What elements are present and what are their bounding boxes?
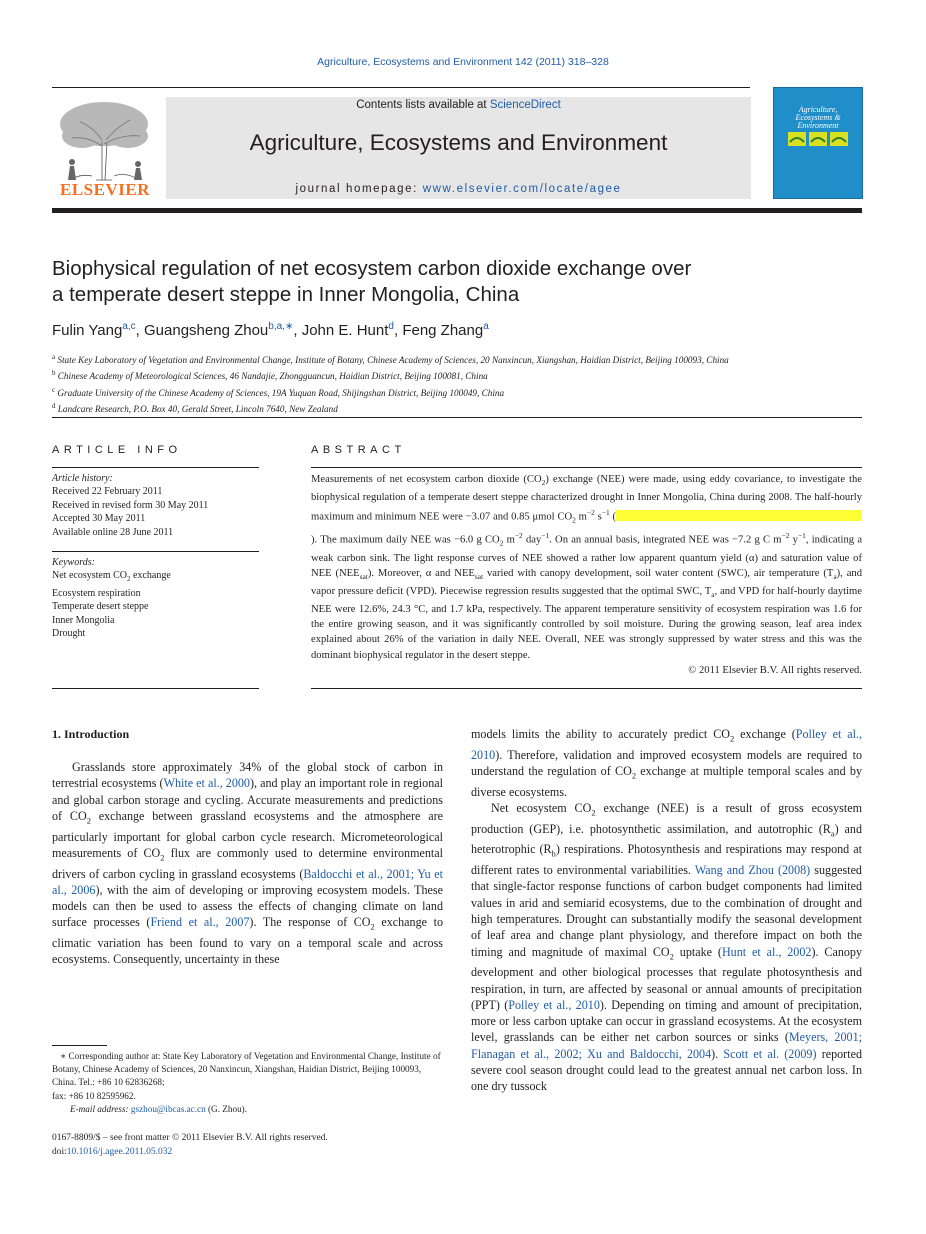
article-info-heading: ARTICLE INFO bbox=[52, 444, 182, 456]
abstract-text: . On an annual basis, integrated NEE was −7.2 g C m bbox=[549, 534, 782, 546]
keyword-item: Ecosystem respiration bbox=[52, 587, 141, 599]
author-list: Fulin Yang$^{a,c}$, Guangsheng Zhou$^{b,a,∗}$, John E. Hunt$^d$, Feng Zhang$^a$ bbox=[52, 321, 489, 339]
journal-cover[interactable] bbox=[773, 87, 863, 199]
footnote-body: Corresponding author at: State Key Laboratory of Vegetation and Environmental Change, Institute of Botany, Chinese Academy of Sciences, 20 Nanxincun, Xiangshan, Haidian District, Beijing 100093, China. Tel.: +86 10 62836268; bbox=[52, 1051, 441, 1088]
author-affil-mark[interactable]: a bbox=[483, 321, 489, 332]
abstract-text: varied with canopy development, soil water content (SWC), air temperature (T bbox=[483, 567, 834, 579]
subscript: 2 bbox=[572, 515, 576, 525]
abstract-text: ( bbox=[609, 511, 616, 523]
affiliation-mark: a bbox=[52, 353, 56, 361]
abstract-text: day bbox=[522, 534, 542, 546]
header-thick-rule bbox=[52, 208, 862, 213]
email-link[interactable]: gszhou@ibcas.ac.cn bbox=[130, 1103, 206, 1114]
author-affil-mark[interactable]: b,a,∗ bbox=[268, 321, 294, 332]
tree-icon bbox=[52, 96, 158, 182]
cover-title-line: Agriculture, bbox=[798, 105, 838, 114]
title-line-2: a temperate desert steppe in Inner Mongolia, China bbox=[52, 283, 520, 306]
abstract-text: m bbox=[503, 534, 515, 546]
subscript: a bbox=[711, 590, 715, 600]
author-affil-mark[interactable]: d bbox=[388, 321, 394, 332]
body-column-right bbox=[471, 726, 862, 1095]
body-text: reported severe cool season drought could lead to the greatest annual net carbon loss. In one dry tussock bbox=[471, 1046, 862, 1094]
body-text: exchange at multiple temporal scales and by diverse ecosystems. bbox=[471, 764, 863, 799]
corresponding-author-footnote bbox=[52, 1050, 443, 1116]
contents-line bbox=[166, 99, 751, 111]
email-suffix: (G. Zhou). bbox=[205, 1103, 248, 1114]
author-name: Feng Zhang bbox=[402, 322, 484, 339]
subscript: 2 bbox=[631, 770, 637, 781]
body-text: ), with the aim of developing or improving ecosystem models. These models can then be used to assess the effects of changing climate on land surface processes ( bbox=[52, 882, 443, 930]
abstract-body bbox=[311, 472, 862, 678]
journal-title: Agriculture, Ecosystems and Environment bbox=[249, 130, 668, 155]
elsevier-logo bbox=[52, 96, 158, 204]
affiliation-item bbox=[52, 384, 872, 400]
affiliation-item bbox=[52, 367, 872, 383]
affiliation-item bbox=[52, 351, 872, 367]
page-footer bbox=[52, 1131, 552, 1159]
abstract-text: , indicating a weak carbon sink. The light response curves of NEE showed a rather low apparent quantum yield (α) and saturation value of NEE (NEE bbox=[311, 534, 863, 579]
subscript: sat bbox=[474, 571, 484, 581]
history-item: Received 22 February 2011 bbox=[52, 486, 163, 498]
reference-link[interactable]: Hunt et al., 2002 bbox=[721, 944, 812, 959]
superscript: −2 bbox=[514, 531, 523, 541]
body-text: Net ecosystem CO bbox=[491, 801, 592, 815]
body-column-left bbox=[52, 759, 443, 968]
article-info-rule bbox=[52, 551, 259, 552]
reference-link[interactable]: White et al., 2000 bbox=[163, 776, 250, 791]
subscript: 2 bbox=[541, 478, 546, 488]
affiliation-text: Landcare Research, P.O. Box 40, Gerald Street, Lincoln 7640, New Zealand bbox=[57, 404, 338, 415]
reference-link[interactable]: Wang and Zhou (2008) bbox=[694, 863, 811, 878]
body-text: ) and heterotrophic (R bbox=[471, 821, 862, 857]
body-text: suggested that single-factor response functions of carbon budget components had limited values in arid and semiarid ecosystems, due to the combination of drought and high temperatures. Drought can substantially modify the seasonal development of leaf area and change plant physiology, and therefore impact on both the timing and magnitude of maximal CO bbox=[471, 863, 862, 959]
body-paragraph bbox=[471, 800, 862, 1095]
body-text: ) respirations. Photosynthesis and respirations may respond at different rates to environmental variabilities. bbox=[471, 842, 863, 878]
footnote-fax: fax: +86 10 82595962. bbox=[52, 1090, 136, 1101]
footnote-email bbox=[52, 1103, 443, 1116]
introduction-heading: 1. Introduction bbox=[52, 727, 130, 741]
header-rule bbox=[52, 87, 750, 88]
footnote-rule bbox=[52, 1045, 107, 1046]
sciencedirect-link[interactable]: ScienceDirect bbox=[489, 99, 561, 111]
affiliation-mark: b bbox=[52, 369, 56, 378]
keyword-item: Temperate desert steppe bbox=[52, 601, 149, 613]
history-label: Article history: bbox=[52, 473, 113, 484]
abstract-text: ). Moreover, α and NEE bbox=[367, 567, 475, 579]
body-text: ). Depending on timing and amount of precipitation, more or less carbon uptake can occur in grassland ecosystems. At the ecosystem level, grasslands can be either net carbon sources or sinks ( bbox=[471, 997, 863, 1045]
abstract-text: m bbox=[575, 511, 587, 523]
body-text: uptake ( bbox=[673, 944, 722, 959]
publisher-name: ELSEVIER bbox=[60, 180, 150, 199]
body-text: ). Canopy development and other biological processes that regulate photosynthesis and respiration, in turn, are affected by seasonal or annual amounts of precipitation (PPT) ( bbox=[471, 944, 863, 1012]
footnote-mark: ∗ bbox=[60, 1051, 67, 1061]
cover-title bbox=[774, 106, 862, 130]
subscript: 2 bbox=[86, 815, 91, 826]
abstract-text: , and VPD for half-hourly daytime NEE were 12.6%, 24.3 °C, and 1.7 kPa, respectively. The apparent temperature sensitivity of ecosystem respiration was 1.6 for the entire growing season, and it was significantly controlled by soil moisture. During the growing season, leaf area index explained about 26% of the variation in daily NEE. Overall, NEE was strongly suppressed by water stress and this was the dominant biophysical regulator in the desert steppe. bbox=[311, 586, 863, 661]
history-item: Accepted 30 May 2011 bbox=[52, 513, 146, 525]
superscript: −1 bbox=[601, 508, 610, 518]
keyword-text: exchange bbox=[133, 570, 171, 582]
reference-link[interactable]: Meyers, 2001; Flanagan et al., 2002; Xu and Baldocchi, 2004 bbox=[471, 1030, 862, 1061]
article-title bbox=[52, 256, 812, 308]
body-text: models limits the ability to accurately predict CO bbox=[471, 727, 731, 741]
affiliation-text: Chinese Academy of Meteorological Sciences, 46 Nandajie, Zhongguancun, Haidian District, Beijing 100081, China bbox=[57, 371, 488, 382]
affiliation-text: State Key Laboratory of Vegetation and Environmental Change, Institute of Botany, Chinese Academy of Sciences, 20 Nanxincun, Xiangshan, Haidian District, Beijing 100093, China bbox=[57, 355, 729, 366]
superscript: −2 bbox=[586, 508, 595, 518]
subscript: 2 bbox=[499, 538, 504, 548]
body-text: flux are commonly used to determine environmental drivers of carbon cycling in grassland ecosystems ( bbox=[52, 845, 443, 881]
text-highlight bbox=[616, 510, 862, 521]
abstract-rule bbox=[311, 467, 862, 468]
doi-label: doi: bbox=[52, 1147, 67, 1157]
history-item: Received in revised form 30 May 2011 bbox=[52, 499, 209, 511]
abstract-text: ), and vapor pressure deficit (VPD). Piecewise regression results suggested that the optimal SWC, T bbox=[311, 567, 862, 598]
body-text: ). bbox=[711, 1046, 724, 1061]
affiliation-mark: d bbox=[52, 402, 56, 411]
reference-link[interactable]: Friend et al., 2007 bbox=[150, 915, 250, 930]
author-name: Guangsheng Zhou bbox=[144, 322, 269, 339]
reference-link[interactable]: Baldocchi et al., 2001; Yu et al., 2006 bbox=[52, 866, 443, 897]
cover-art-icon bbox=[788, 132, 850, 148]
cover-title-line: Ecosystems & bbox=[795, 113, 841, 122]
subscript: 2 bbox=[591, 807, 596, 818]
email-label: E-mail address: bbox=[70, 1103, 131, 1114]
body-text: exchange ( bbox=[734, 727, 796, 741]
subscript: 2 bbox=[730, 733, 735, 744]
article-history bbox=[52, 472, 262, 539]
copyright-notice: © 2011 Elsevier B.V. All rights reserved. bbox=[688, 664, 862, 676]
abstract-text: y bbox=[789, 534, 798, 546]
body-paragraph bbox=[52, 759, 443, 968]
homepage-link[interactable]: www.elsevier.com/locate/agee bbox=[422, 183, 622, 195]
subscript: a bbox=[833, 571, 837, 581]
author-affil-mark[interactable]: a,c bbox=[122, 321, 136, 332]
journal-citation[interactable]: Agriculture, Ecosystems and Environment 142 (2011) 318–328 bbox=[317, 56, 609, 68]
abstract-paragraph bbox=[311, 472, 862, 663]
journal-homepage bbox=[166, 183, 751, 195]
abstract-heading: ABSTRACT bbox=[311, 444, 406, 456]
journal-masthead bbox=[166, 97, 751, 199]
body-text: ). The response of CO bbox=[249, 915, 371, 930]
body-text: exchange to climatic variation has been found to vary on a temporal scale and across ecosystems. Consequently, uncertainty in these bbox=[52, 915, 443, 967]
body-paragraph bbox=[471, 726, 862, 800]
abstract-rule bbox=[311, 688, 862, 689]
subscript: 2 bbox=[160, 852, 165, 863]
keyword-item bbox=[52, 569, 262, 586]
abstract-text: s bbox=[594, 511, 602, 523]
affiliations bbox=[52, 351, 872, 417]
superscript: −2 bbox=[781, 531, 790, 541]
subscript: sat bbox=[359, 571, 368, 581]
article-info-rule bbox=[52, 467, 259, 468]
keyword-item: Drought bbox=[52, 628, 86, 640]
author-name: John E. Hunt bbox=[301, 322, 389, 339]
affiliation-mark: c bbox=[52, 385, 56, 394]
reference-link[interactable]: Polley et al., 2010 bbox=[508, 997, 600, 1012]
subscript: 2 bbox=[127, 575, 131, 584]
keyword-text: Net ecosystem CO bbox=[52, 570, 127, 582]
reference-link[interactable]: Polley et al., 2010 bbox=[471, 727, 862, 762]
abstract-text: Measurements of net ecosystem carbon dioxide (CO bbox=[311, 474, 542, 485]
subscript: 2 bbox=[370, 921, 375, 932]
issn-line: 0167-8809/$ – see front matter © 2011 Elsevier B.V. All rights reserved. bbox=[52, 1133, 328, 1143]
keywords-label: Keywords: bbox=[52, 557, 95, 568]
abstract-text: ) exchange (NEE) were made, using eddy covariance, to investigate the biophysical regulation of a temperate desert steppe characterized drought in Inner Mongolia, China during 2008. The half-hourly maximum and minimum NEE were −3.07 and 0.85 μmol CO bbox=[311, 474, 862, 523]
subscript: h bbox=[551, 848, 556, 859]
contents-prefix: Contents lists available at bbox=[356, 99, 490, 111]
superscript: −1 bbox=[541, 531, 550, 541]
keyword-list bbox=[52, 556, 262, 640]
body-text: Grasslands store approximately 34% of the global stock of carbon in terrestrial ecosystems ( bbox=[52, 760, 443, 791]
history-item: Available online 28 June 2011 bbox=[52, 526, 174, 538]
body-text: exchange (NEE) is a result of gross ecosystem production (GEP), i.e. photosynthetic assimilation, and autotrophic (R bbox=[471, 801, 863, 836]
subscript: a bbox=[830, 828, 835, 839]
affiliation-text: Graduate University of the Chinese Academy of Sciences, 19A Yuquan Road, Shijingshan District, Beijing 100049, China bbox=[57, 388, 505, 398]
abstract-text: ). The maximum daily NEE was −6.0 g CO bbox=[311, 534, 500, 546]
homepage-prefix: journal homepage: bbox=[295, 183, 423, 195]
body-text: ). Therefore, validation and improved ecosystem models are required to understand the regulation of CO bbox=[471, 747, 862, 778]
affiliation-item bbox=[52, 400, 872, 416]
body-text: ), and play an important role in regional and global carbon storage and cycling. Accurate measurements and predictions of CO bbox=[52, 776, 443, 823]
title-line-1: Biophysical regulation of net ecosystem carbon dioxide exchange over bbox=[52, 257, 692, 280]
doi-line bbox=[52, 1145, 552, 1159]
subscript: 2 bbox=[669, 951, 674, 961]
reference-link[interactable]: Scott et al. (2009) bbox=[723, 1046, 817, 1061]
cover-title-line: Environment bbox=[797, 121, 839, 130]
section-rule bbox=[52, 417, 862, 418]
author-name: Fulin Yang bbox=[52, 322, 123, 339]
doi-link[interactable]: 10.1016/j.agee.2011.05.032 bbox=[66, 1147, 173, 1157]
superscript: −1 bbox=[797, 531, 806, 541]
footnote-text bbox=[52, 1050, 443, 1090]
keyword-item: Inner Mongolia bbox=[52, 614, 115, 626]
article-info-rule bbox=[52, 688, 259, 689]
body-text: exchange between grassland ecosystems and the atmosphere are particularly important for global carbon cycle research. Micrometeorological measurements of CO bbox=[52, 808, 443, 860]
